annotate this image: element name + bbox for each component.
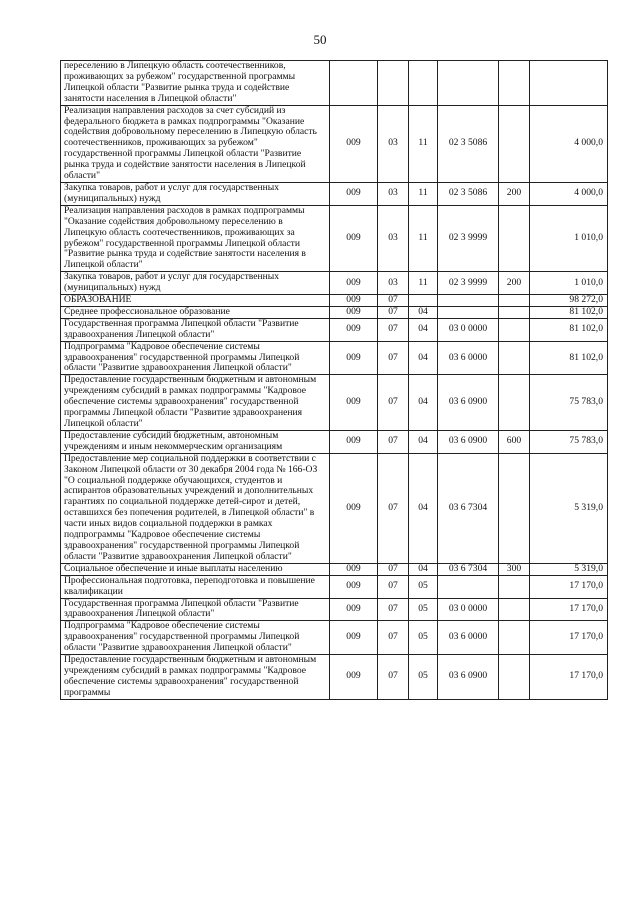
row-section-code: 07 xyxy=(378,375,409,431)
row-target-article-code xyxy=(438,575,499,598)
row-amount: 1 010,0 xyxy=(530,205,608,271)
row-subsection-code: 05 xyxy=(409,621,438,655)
row-amount: 4 000,0 xyxy=(530,182,608,205)
row-section-code: 07 xyxy=(378,295,409,307)
row-target-article-code: 02 3 9999 xyxy=(438,205,499,271)
row-department-code: 009 xyxy=(330,306,378,318)
row-target-article-code: 03 6 7304 xyxy=(438,563,499,575)
row-expense-type-code xyxy=(499,61,530,106)
row-amount: 81 102,0 xyxy=(530,306,608,318)
page-number: 50 xyxy=(313,32,327,47)
row-department-code: 009 xyxy=(330,575,378,598)
row-subsection-code xyxy=(409,295,438,307)
table-row xyxy=(61,105,608,182)
table-row xyxy=(61,205,608,271)
row-amount: 5 319,0 xyxy=(530,563,608,575)
row-subsection-code: 11 xyxy=(409,105,438,182)
row-subsection-code: 04 xyxy=(409,430,438,453)
row-description: Предоставление субсидий бюджетным, автономным учреждениям и иным некоммерческим организациям xyxy=(61,430,330,453)
row-target-article-code: 03 6 0000 xyxy=(438,341,499,375)
table-row xyxy=(61,598,608,621)
row-expense-type-code: 600 xyxy=(499,430,530,453)
row-target-article-code xyxy=(438,61,499,106)
row-section-code: 07 xyxy=(378,655,409,700)
row-section-code xyxy=(378,61,409,106)
row-department-code: 009 xyxy=(330,375,378,431)
row-subsection-code: 05 xyxy=(409,655,438,700)
row-expense-type-code xyxy=(499,341,530,375)
row-department-code: 009 xyxy=(330,563,378,575)
row-department-code: 009 xyxy=(330,341,378,375)
table-row xyxy=(61,453,608,563)
row-amount: 17 170,0 xyxy=(530,575,608,598)
row-target-article-code xyxy=(438,306,499,318)
row-target-article-code: 03 6 7304 xyxy=(438,453,499,563)
table-row xyxy=(61,621,608,655)
row-subsection-code: 11 xyxy=(409,272,438,295)
row-description: Социальное обеспечение и иные выплаты населению xyxy=(61,563,330,575)
row-target-article-code: 02 3 5086 xyxy=(438,105,499,182)
row-department-code: 009 xyxy=(330,182,378,205)
row-subsection-code: 04 xyxy=(409,318,438,341)
row-amount: 75 783,0 xyxy=(530,375,608,431)
row-description: Подпрограмма "Кадровое обеспечение системы здравоохранения" государственной программы Липецкой области "Развитие здравоохранения Липецкой области" xyxy=(61,341,330,375)
row-subsection-code: 11 xyxy=(409,182,438,205)
table-row xyxy=(61,295,608,307)
table-row xyxy=(61,182,608,205)
row-subsection-code: 05 xyxy=(409,575,438,598)
row-expense-type-code xyxy=(499,306,530,318)
row-amount: 81 102,0 xyxy=(530,318,608,341)
row-expense-type-code: 300 xyxy=(499,563,530,575)
row-amount: 17 170,0 xyxy=(530,621,608,655)
row-description: Среднее профессиональное образование xyxy=(61,306,330,318)
table-row xyxy=(61,563,608,575)
row-expense-type-code: 200 xyxy=(499,272,530,295)
row-subsection-code: 05 xyxy=(409,598,438,621)
row-section-code: 07 xyxy=(378,430,409,453)
row-subsection-code: 04 xyxy=(409,453,438,563)
row-expense-type-code xyxy=(499,598,530,621)
row-department-code: 009 xyxy=(330,621,378,655)
row-subsection-code: 04 xyxy=(409,375,438,431)
row-section-code: 03 xyxy=(378,105,409,182)
row-subsection-code: 04 xyxy=(409,341,438,375)
table-row xyxy=(61,318,608,341)
row-subsection-code: 11 xyxy=(409,205,438,271)
row-department-code: 009 xyxy=(330,318,378,341)
row-target-article-code: 03 6 0000 xyxy=(438,621,499,655)
row-department-code: 009 xyxy=(330,205,378,271)
table-row xyxy=(61,375,608,431)
row-subsection-code: 04 xyxy=(409,306,438,318)
row-expense-type-code xyxy=(499,318,530,341)
row-target-article-code: 03 0 0000 xyxy=(438,318,499,341)
row-description: Подпрограмма "Кадровое обеспечение системы здравоохранения" государственной программы Липецкой области "Развитие здравоохранения Липецкой области" xyxy=(61,621,330,655)
row-amount: 17 170,0 xyxy=(530,655,608,700)
row-department-code: 009 xyxy=(330,272,378,295)
row-target-article-code: 03 6 0900 xyxy=(438,430,499,453)
table-row xyxy=(61,306,608,318)
row-section-code: 03 xyxy=(378,272,409,295)
row-amount: 98 272,0 xyxy=(530,295,608,307)
table-row xyxy=(61,655,608,700)
row-target-article-code: 02 3 9999 xyxy=(438,272,499,295)
row-section-code: 07 xyxy=(378,563,409,575)
row-expense-type-code: 200 xyxy=(499,182,530,205)
row-description: переселению в Липецкую область соотечественников, проживающих за рубежом" государственной программы Липецкой области "Развитие рынка труда и содействие занятости населения в Липецкой области" xyxy=(61,61,330,106)
row-expense-type-code xyxy=(499,375,530,431)
row-amount xyxy=(530,61,608,106)
row-expense-type-code xyxy=(499,621,530,655)
row-description: Государственная программа Липецкой области "Развитие здравоохранения Липецкой области" xyxy=(61,598,330,621)
row-description: Закупка товаров, работ и услуг для государственных (муниципальных) нужд xyxy=(61,272,330,295)
row-target-article-code: 02 3 5086 xyxy=(438,182,499,205)
row-expense-type-code xyxy=(499,655,530,700)
row-section-code: 07 xyxy=(378,453,409,563)
row-description: Реализация направления расходов за счет субсидий из федерального бюджета в рамках подпрограммы "Оказание содействия добровольному переселению в Липецкую область соотечественников, проживающих за рубежом" государственной программы Липецкой области "Развитие рынка труда и содействие занятости населения в Липецкой области" xyxy=(61,105,330,182)
row-description: Профессиональная подготовка, переподготовка и повышение квалификации xyxy=(61,575,330,598)
row-description: Государственная программа Липецкой области "Развитие здравоохранения Липецкой области" xyxy=(61,318,330,341)
row-expense-type-code xyxy=(499,453,530,563)
row-target-article-code: 03 0 0000 xyxy=(438,598,499,621)
row-target-article-code: 03 6 0900 xyxy=(438,655,499,700)
row-section-code: 07 xyxy=(378,575,409,598)
row-section-code: 03 xyxy=(378,182,409,205)
row-subsection-code: 04 xyxy=(409,563,438,575)
row-amount: 81 102,0 xyxy=(530,341,608,375)
row-department-code xyxy=(330,61,378,106)
row-expense-type-code xyxy=(499,205,530,271)
row-department-code: 009 xyxy=(330,453,378,563)
table-row xyxy=(61,61,608,106)
row-description: Закупка товаров, работ и услуг для государственных (муниципальных) нужд xyxy=(61,182,330,205)
row-department-code: 009 xyxy=(330,598,378,621)
row-expense-type-code xyxy=(499,575,530,598)
row-description: Предоставление государственным бюджетным и автономным учреждениям субсидий в рамках подпрограммы "Кадровое обеспечение системы здравоохранения" государственной программы Липецкой области "Развитие здравоохранения Липецкой области" xyxy=(61,375,330,431)
row-department-code: 009 xyxy=(330,430,378,453)
row-section-code: 07 xyxy=(378,341,409,375)
row-description: Предоставление государственным бюджетным и автономным учреждениям субсидий в рамках подпрограммы "Кадровое обеспечение системы здравоохранения" государственной программы xyxy=(61,655,330,700)
row-department-code: 009 xyxy=(330,655,378,700)
row-subsection-code xyxy=(409,61,438,106)
budget-table xyxy=(60,60,608,700)
row-department-code: 009 xyxy=(330,105,378,182)
table-row xyxy=(61,430,608,453)
table-row xyxy=(61,575,608,598)
row-section-code: 07 xyxy=(378,598,409,621)
row-amount: 1 010,0 xyxy=(530,272,608,295)
row-department-code: 009 xyxy=(330,295,378,307)
row-section-code: 07 xyxy=(378,306,409,318)
row-section-code: 03 xyxy=(378,205,409,271)
row-expense-type-code xyxy=(499,105,530,182)
row-section-code: 07 xyxy=(378,621,409,655)
row-description: Реализация направления расходов в рамках подпрограммы "Оказание содействия добровольному переселению в Липецкую область соотечественников, проживающих за рубежом" государственной программы Липецкой области "Развитие рынка труда и содействие занятости населения в Липецкой области" xyxy=(61,205,330,271)
row-description: Предоставление мер социальной поддержки в соответствии с Законом Липецкой области от 30 декабря 2004 года № 166-ОЗ "О социальной поддержке обучающихся, студентов и аспирантов образовательных учреждений и дополнительных гарантиях по социальной поддержке детей-сирот и детей, оставшихся без попечения родителей, в Липецкой области" в части иных видов социальной поддержки в рамках подпрограммы "Кадровое обеспечение системы здравоохранения" государственной программы Липецкой области "Развитие здравоохранения Липецкой области" xyxy=(61,453,330,563)
table-row xyxy=(61,341,608,375)
row-amount: 17 170,0 xyxy=(530,598,608,621)
row-amount: 75 783,0 xyxy=(530,430,608,453)
row-description: ОБРАЗОВАНИЕ xyxy=(61,295,330,307)
row-expense-type-code xyxy=(499,295,530,307)
row-target-article-code: 03 6 0900 xyxy=(438,375,499,431)
row-amount: 4 000,0 xyxy=(530,105,608,182)
row-section-code: 07 xyxy=(378,318,409,341)
row-target-article-code xyxy=(438,295,499,307)
table-row xyxy=(61,272,608,295)
row-amount: 5 319,0 xyxy=(530,453,608,563)
